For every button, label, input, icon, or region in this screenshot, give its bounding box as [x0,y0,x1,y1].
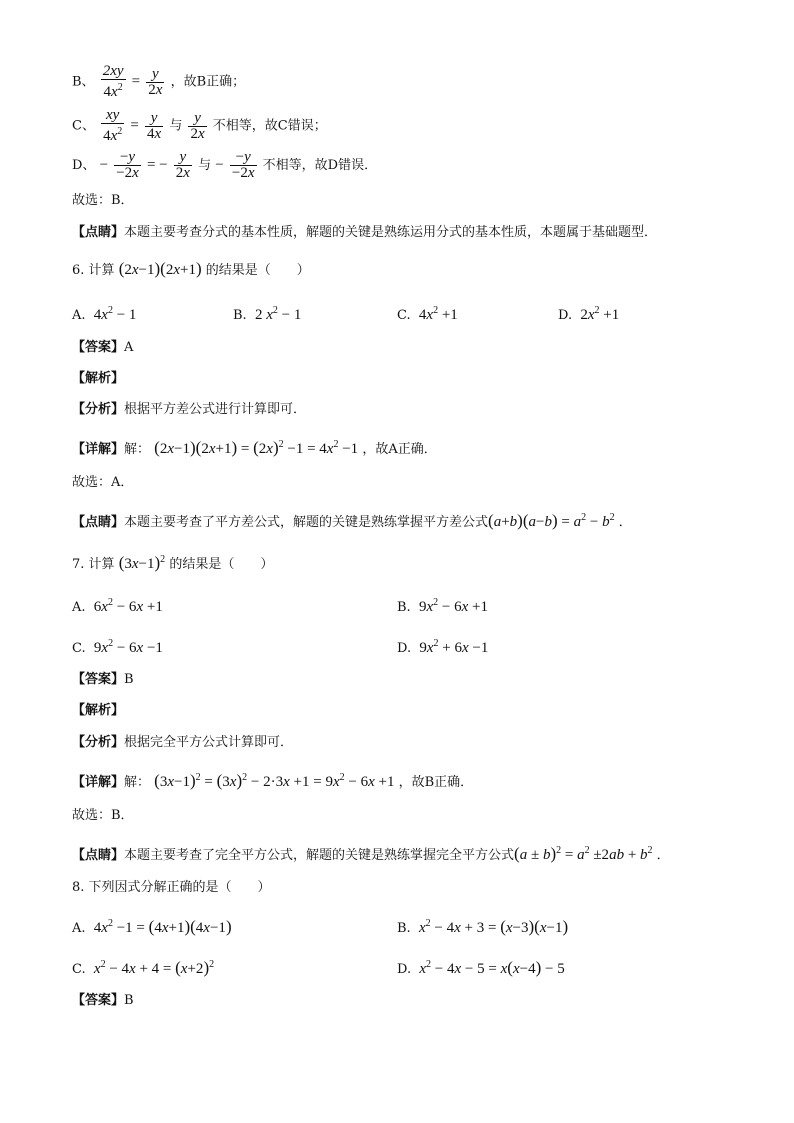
option-d-prefix: D、 [72,158,96,173]
fraction-y-2x: $\frac{y}{2x}$ [148,65,163,98]
q7-option-c: C. $9x^2 - 6x -1$ [72,638,163,656]
q7-fenxi: 【分析】根据完全平方公式计算即可． [72,735,294,750]
fraction-neg-y-neg-2x: $\frac{-y}{-2x}$ [116,149,139,181]
q7-option-d: D. $9x^2 + 6x -1$ [397,638,489,656]
fraction-y-4x: $\frac{y}{4x}$ [147,109,162,142]
q8-option-c: C. $x^2 - 4x + 4 = (x+2)^2$ [72,958,215,977]
fraction-xy-4x2: $\frac{xy}{4x^2}$ [103,107,123,144]
q7-option-b: B. $9x^2 - 6x +1$ [397,597,488,615]
fraction-y-2x-d: $\frac{y}{2x}$ [175,149,190,181]
q6-fenxi: 【分析】根据平方差公式进行计算即可． [72,402,307,417]
option-b-text: ，故B正确； [170,74,246,90]
q7-jiexi: 【解析】 [72,703,125,718]
q8-option-b: B. $x^2 - 4x + 3 = (x-3)(x-1)$ [397,917,569,936]
q6-jiexi: 【解析】 [72,371,125,386]
q6-option-a: A. $4x^2 - 1$ [72,305,137,323]
q6-stem-post: 的结果是（ ） [205,263,310,278]
fraction-2xy-4x2: $\frac{2xy}{4x^2}$ [102,63,124,100]
line-b: B、 $\frac{2xy}{4x^2}$ = $\frac{y}{2x}$ ，故B正确； [72,63,246,100]
dianjing-5 [72,224,657,242]
option-d-mid: 与 [198,158,212,173]
q7-choose: 故选：B． [72,808,134,823]
q6-dianjing: 【点睛】本题主要考查了平方差公式，解题的关键是熟练掌握平方差公式$(a+b)(a-b) = a^2 - b^2$ ． [72,511,632,530]
q7-answer: 【答案】B [72,672,134,687]
choose-b-1: 故选：B． [72,193,134,208]
q6-answer: 【答案】A [72,340,134,355]
option-c-text: 不相等，故C错误； [212,118,327,134]
q6-choose: 故选：A． [72,475,134,490]
line-c: C、 $\frac{xy}{4x^2}$ = $\frac{y}{4x}$ 与 $\frac{y}{2x}$ 不相等，故C错误； [72,107,327,144]
option-c-mid: 与 [169,118,183,134]
q7-dianjing: 【点睛】本题主要考查了完全平方公式，解题的关键是熟练掌握完全平方公式$(a \pm b)^2 = a^2 \pm 2ab + b^2$ ． [72,844,670,863]
q7-option-a: A. $6x^2 - 6x +1$ [72,597,163,615]
fraction-y-2x-c: $\frac{y}{2x}$ [190,109,205,142]
line-d: D、 − $\frac{-y}{-2x}$ = − $\frac{y}{2x}$ 与 − $\frac{-y}{-2x}$ 不相等，故D错误． [72,149,378,181]
q7-xiangjie: 【详解】解： $(3x-1)^2 = (3x)^2 - 2\cdot 3x +1 = 9x^2 - 6x +1$ ，故B正确． [72,771,474,790]
q8-option-d: D. $x^2 - 4x - 5 = x(x-4) - 5$ [397,958,565,977]
q7-stem: 7. 计算 $(3x-1)^2$ 的结果是（ ） [72,553,274,572]
q8-option-a: A. $4x^2 -1 = (4x+1)(4x-1)$ [72,917,232,936]
q6-option-c: C. $4x^2 +1$ [397,305,458,323]
q6-stem: 6. 计算 (2x−1)(2x+1) 的结果是（ ） [72,259,310,278]
fraction-neg-y-neg-2x-2: $\frac{-y}{-2x}$ [231,149,255,181]
q6-option-b: B. 2 $x^2 - 1$ [233,305,302,323]
option-d-text: 不相等，故D错误． [262,158,378,173]
q8-answer: 【答案】B [72,993,134,1008]
q6-stem-pre: 6. 计算 [72,263,115,278]
option-b-prefix: B、 [72,74,95,90]
q6-xiangjie: 【详解】解： $(2x-1)(2x+1) = (2x)^2 -1 = 4x^2 -1$ ，故A正确． [72,438,437,457]
dianjing-tag: 【点睛】 [72,225,125,240]
q8-stem: 8. 下列因式分解正确的是（ ） [72,880,271,895]
q6-option-d: D. $2x^2 +1$ [558,305,620,323]
option-c-prefix: C、 [72,118,95,134]
dianjing-text: 本题主要考查分式的基本性质，解题的关键是熟练运用分式的基本性质，本题属于基础题型． [124,225,658,240]
